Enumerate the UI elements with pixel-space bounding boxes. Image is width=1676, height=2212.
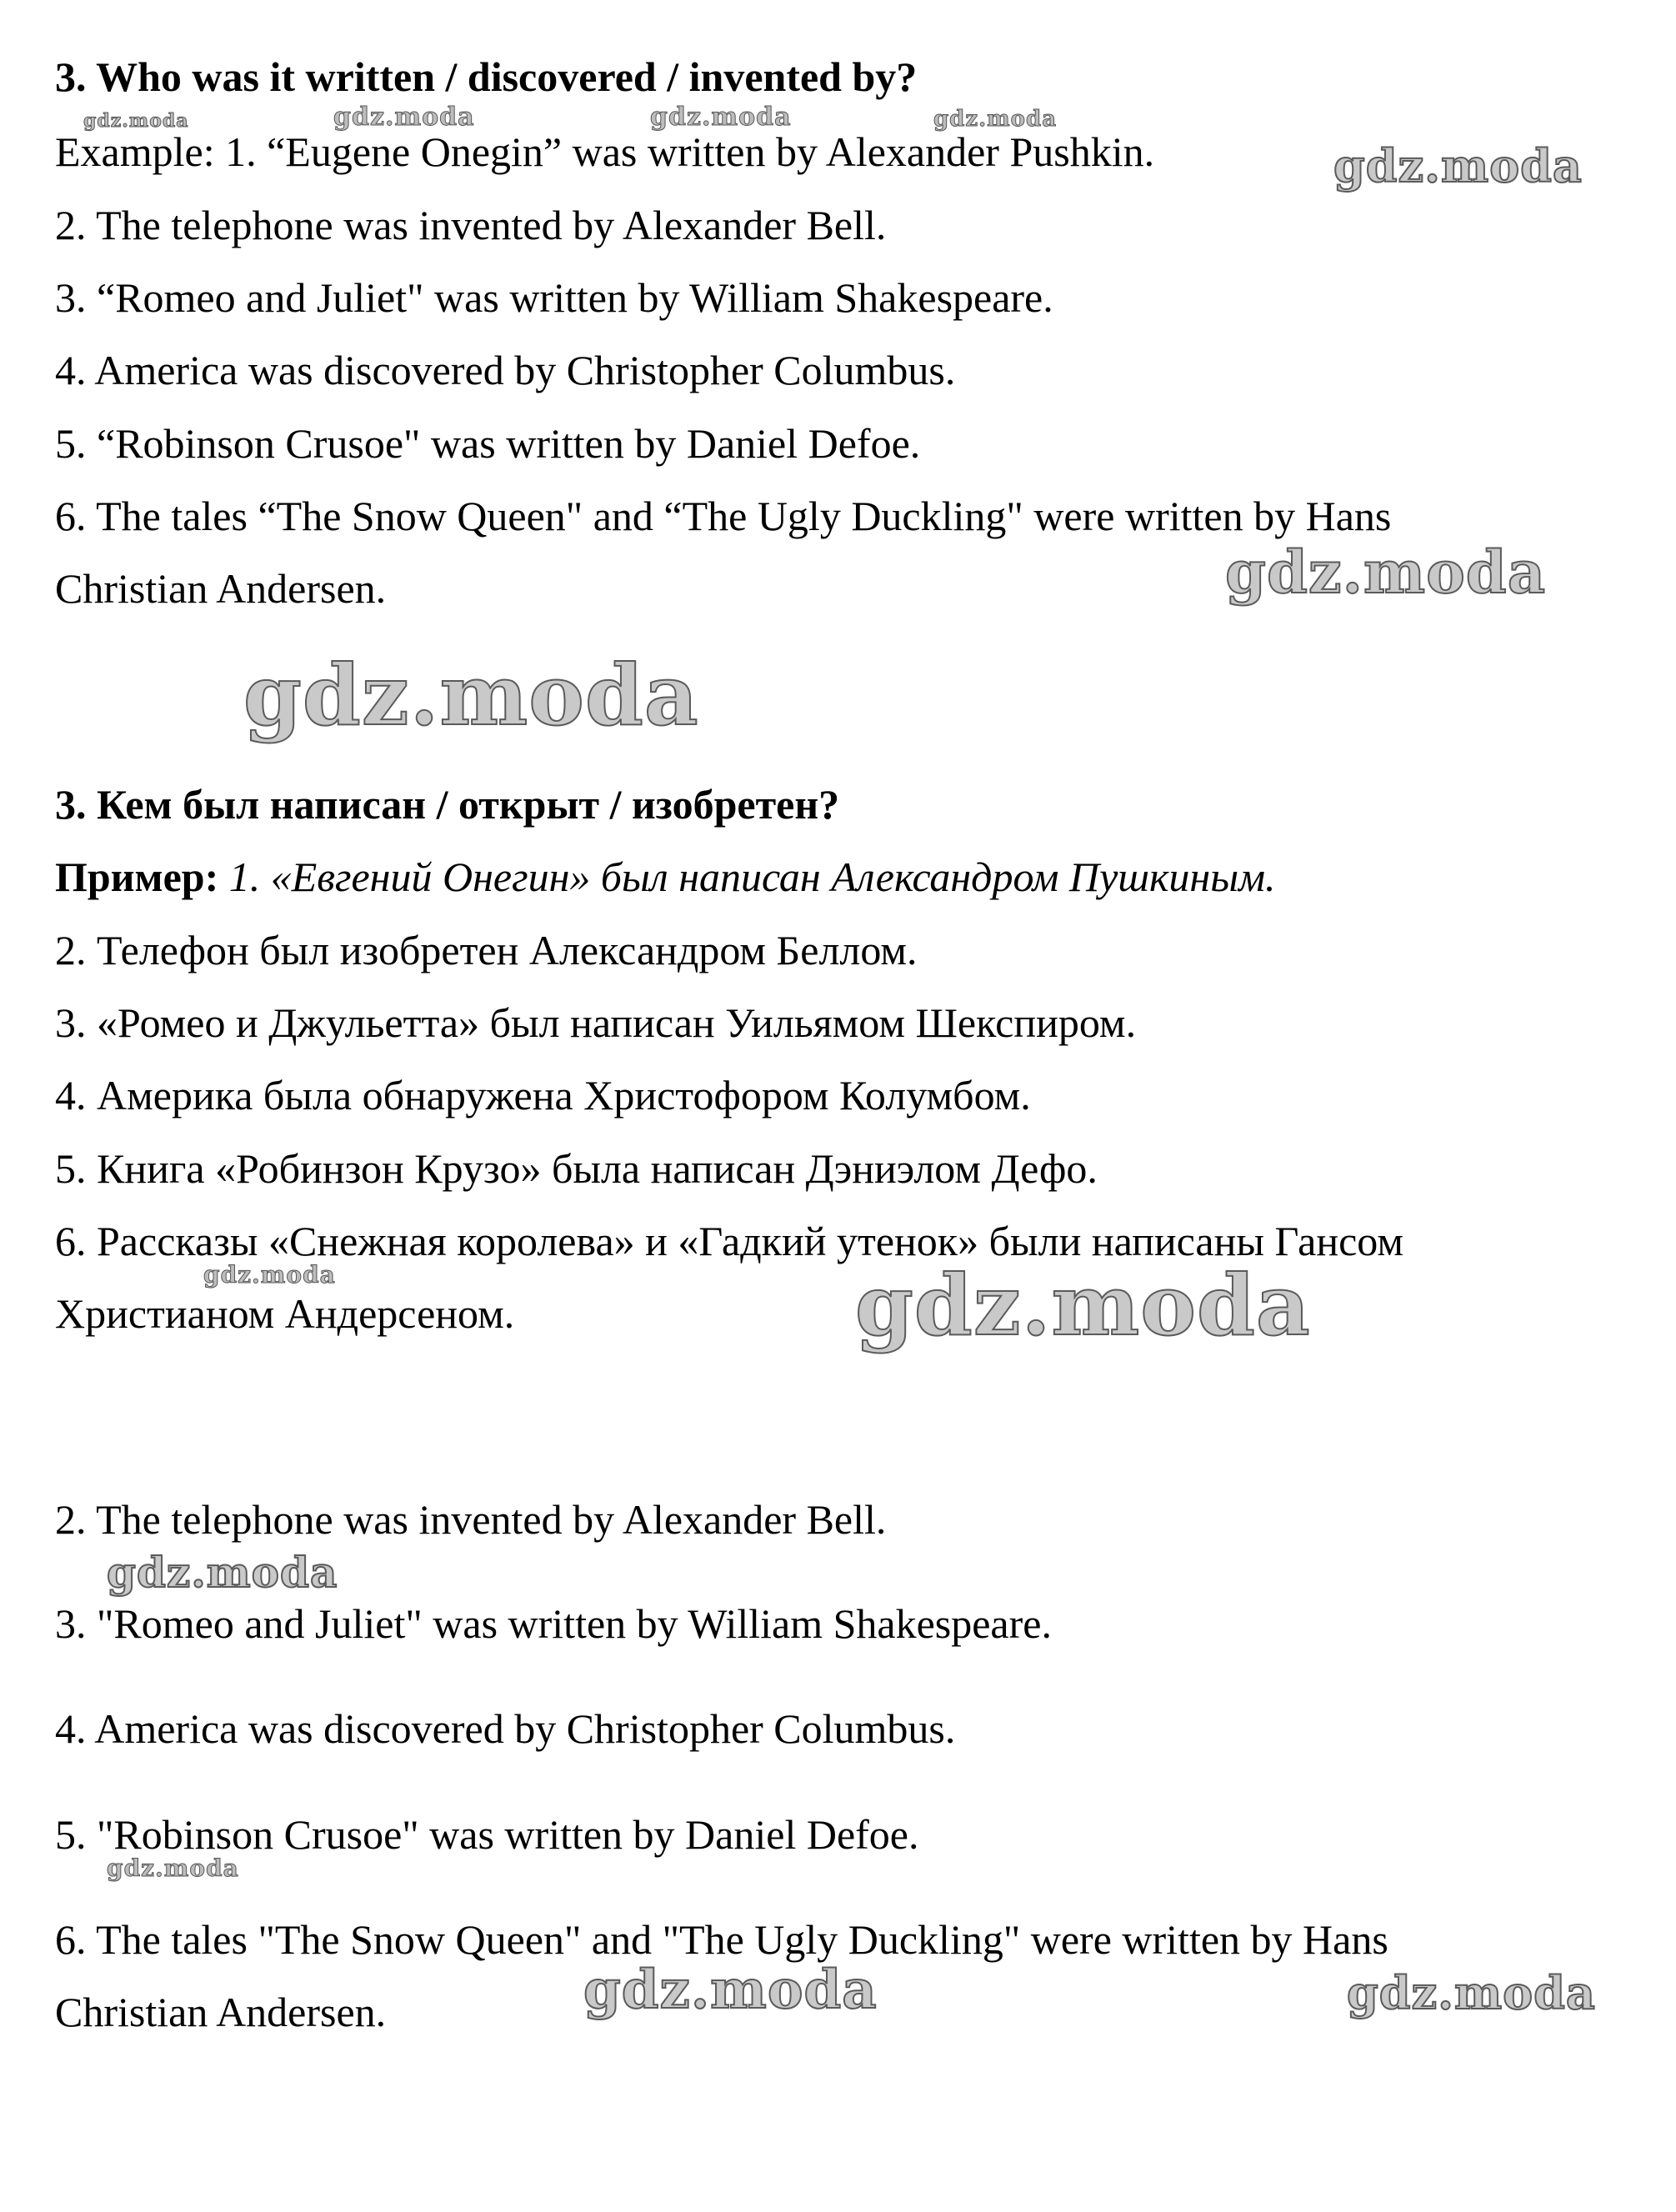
answer-item: 6. The tales "The Snow Queen" and "The Ugly Duckling" were written by Hans (55, 1916, 1388, 1963)
english-heading: 3. Who was it written / discovered / invented by? (55, 53, 918, 100)
watermark-logo: gdz.moda (203, 1261, 336, 1289)
english-item: 5. “Robinson Crusoe" was written by Daniel Defoe. (55, 420, 921, 467)
watermark-logo: gdz.moda (83, 110, 189, 132)
watermark-logo: gdz.moda (333, 103, 475, 132)
russian-item: 4. Америка была обнаружена Христофором Колумбом. (55, 1072, 1031, 1119)
english-item: 2. The telephone was invented by Alexander Bell. (55, 202, 887, 248)
watermark-logo: gdz.moda (855, 1256, 1311, 1354)
russian-example (55, 852, 1275, 902)
english-item: Christian Andersen. (55, 565, 387, 612)
english-item: 3. “Romeo and Juliet" was written by William Shakespeare. (55, 274, 1053, 321)
russian-item: 2. Телефон был изобретен Александром Беллом. (55, 927, 918, 973)
watermark-logo: gdz.moda (1225, 538, 1547, 607)
russian-item: 6. Рассказы «Снежная королева» и «Гадкий утенок» были написаны Гансом (55, 1218, 1403, 1264)
watermark-logo: gdz.moda (650, 103, 792, 132)
russian-item: 3. «Ромео и Джульетта» был написан Уильямом Шекспиром. (55, 999, 1137, 1046)
english-example: Example: 1. “Eugene Onegin” was written by Alexander Pushkin. (55, 128, 1155, 175)
answer-item: 4. America was discovered by Christopher Columbus. (55, 1705, 956, 1752)
russian-example-text: 1. «Евгений Онегин» был написан Александром Пушкиным. (218, 853, 1276, 900)
english-item: 6. The tales “The Snow Queen" and “The Ugly Duckling" were written by Hans (55, 493, 1392, 539)
answer-item: 5. "Robinson Crusoe" was written by Daniel Defoe. (55, 1811, 919, 1858)
answer-item: 2. The telephone was invented by Alexander Bell. (55, 1496, 887, 1543)
watermark-logo: gdz.moda (933, 107, 1058, 132)
russian-item: Христианом Андерсеном. (55, 1290, 515, 1337)
watermark-logo: gdz.moda (1347, 1966, 1596, 2019)
answer-item: Christian Andersen. (55, 1989, 387, 2035)
english-item: 4. America was discovered by Christopher Columbus. (55, 347, 956, 393)
answer-item: 3. "Romeo and Juliet" was written by William Shakespeare. (55, 1600, 1052, 1647)
russian-example-label: Пример: (55, 853, 219, 900)
watermark-logo: gdz.moda (107, 1854, 239, 1882)
watermark-logo: gdz.moda (243, 646, 699, 744)
russian-heading: 3. Кем был написан / открыт / изобретен? (55, 781, 840, 828)
watermark-logo: gdz.moda (583, 1959, 878, 2021)
russian-item: 5. Книга «Робинзон Крузо» была написан Дэниэлом Дефо. (55, 1145, 1098, 1192)
watermark-logo: gdz.moda (107, 1548, 338, 1597)
watermark-logo: gdz.moda (1333, 139, 1583, 193)
